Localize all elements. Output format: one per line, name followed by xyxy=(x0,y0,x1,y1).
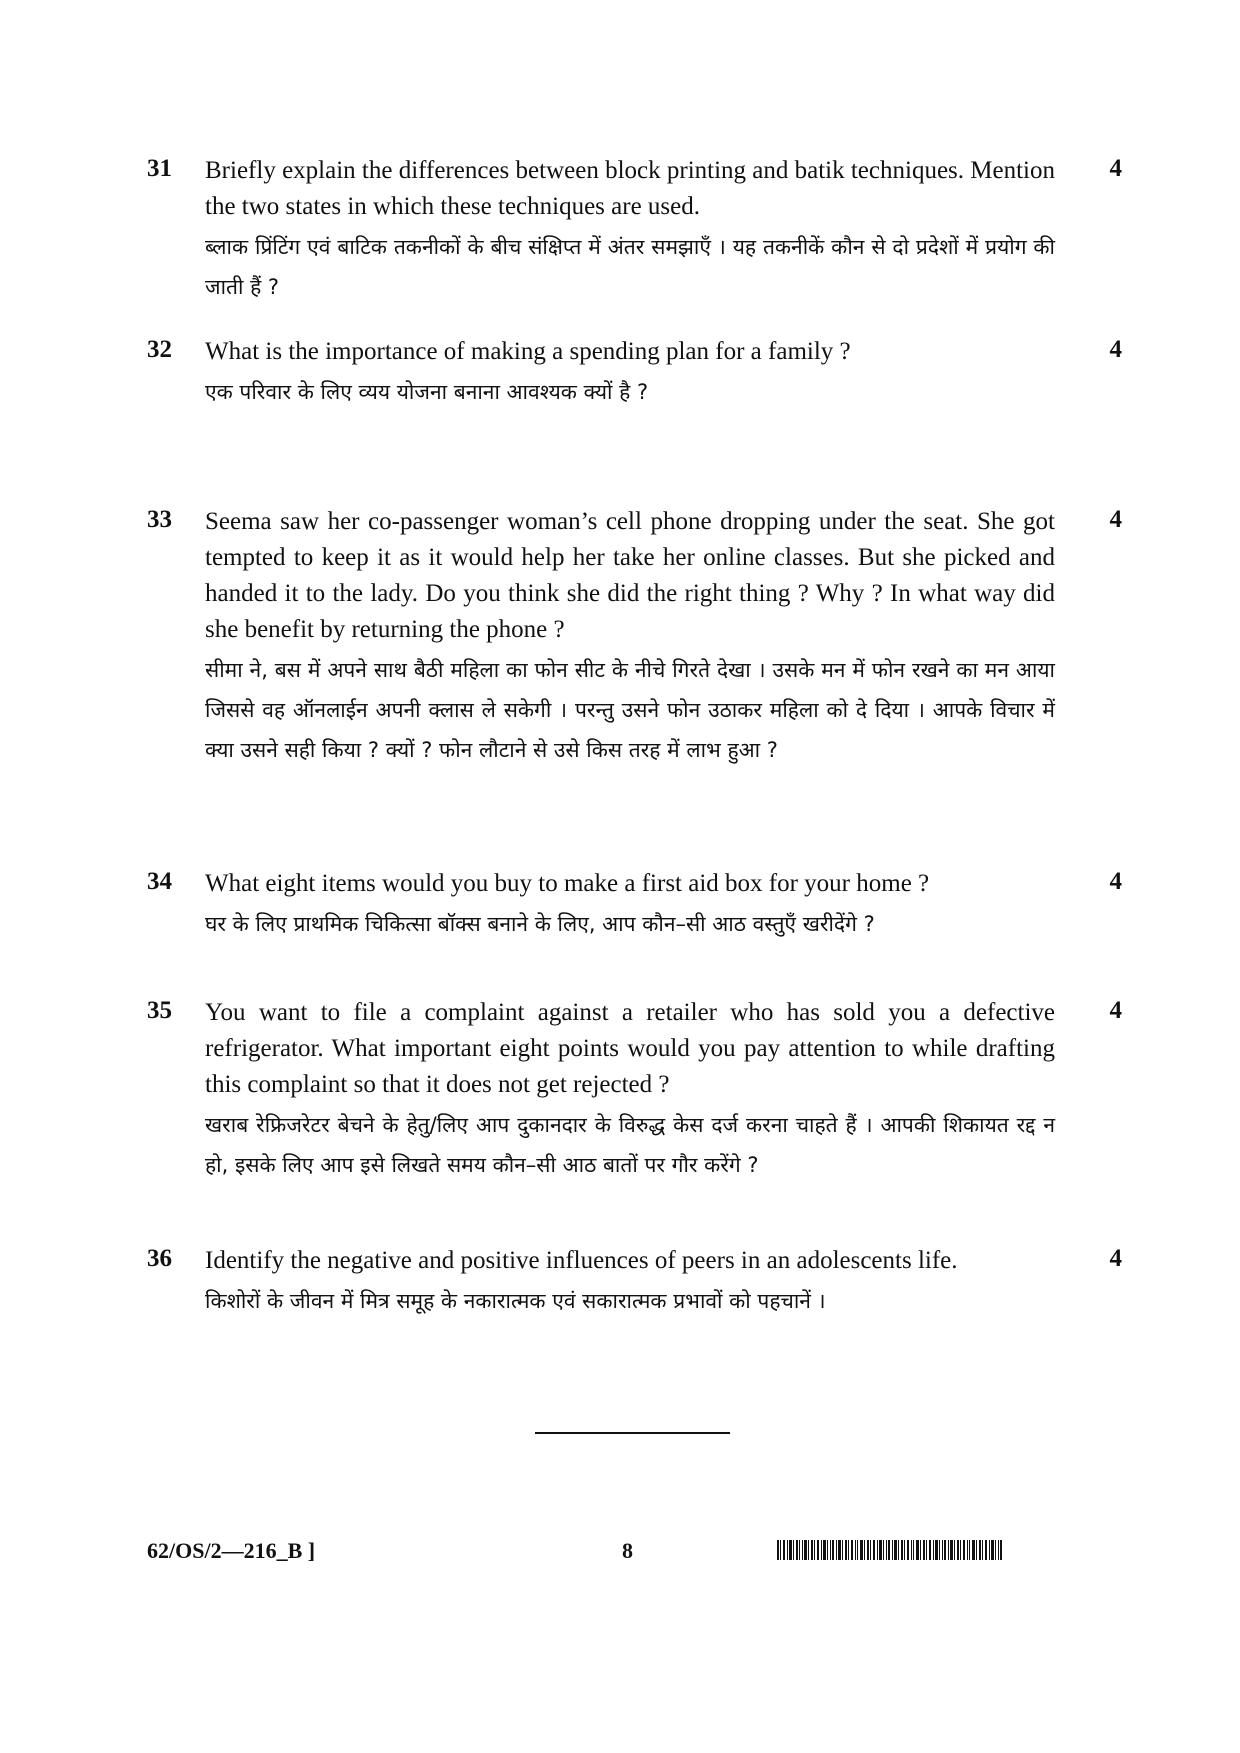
question-marks: 4 xyxy=(1109,336,1122,363)
question-31 xyxy=(147,153,1122,299)
question-text-hindi: घर के लिए प्राथमिक चिकित्सा बॉक्स बनाने के लिए, आप कौन–सी आठ वस्तुएँ खरीदेंगे ? xyxy=(205,912,875,936)
question-body xyxy=(205,995,1055,1185)
question-number: 31 xyxy=(147,155,172,182)
question-text-english: Briefly explain the differences between block printing and batik techniques. Mention the two states in which these techniques are used. xyxy=(205,157,1055,220)
question-marks: 4 xyxy=(1109,1245,1122,1272)
page-number: 8 xyxy=(622,1538,633,1563)
question-text-english: What eight items would you buy to make a first aid box for your home ? xyxy=(205,870,930,897)
question-text-hindi: एक परिवार के लिए व्यय योजना बनाना आवश्यक क्यों है ? xyxy=(205,380,649,404)
question-number: 34 xyxy=(147,868,172,895)
question-text-english: You want to file a complaint against a retailer who has sold you a defective refrigerator. What important eight points would you pay attention to while drafting this complaint so that it does not get rejected ? xyxy=(205,999,1055,1098)
question-text-english: What is the importance of making a spending plan for a family ? xyxy=(205,338,851,365)
barcode-icon xyxy=(777,1540,1002,1560)
question-marks: 4 xyxy=(1109,506,1122,533)
page-footer xyxy=(147,1538,1002,1568)
paper-code: 62/OS/2—216_B ] xyxy=(147,1538,316,1563)
question-text-english: Identify the negative and positive influences of peers in an adolescents life. xyxy=(205,1247,958,1274)
question-34 xyxy=(147,866,1122,946)
question-marks: 4 xyxy=(1109,155,1122,182)
question-number: 36 xyxy=(147,1245,172,1272)
question-36 xyxy=(147,1243,1122,1323)
end-of-paper-rule xyxy=(535,1432,730,1434)
question-marks: 4 xyxy=(1109,997,1122,1024)
question-body xyxy=(205,866,1055,944)
question-body xyxy=(205,504,1055,770)
question-body xyxy=(205,334,1055,412)
question-text-hindi: सीमा ने, बस में अपने साथ बैठी महिला का फोन सीट के नीचे गिरते देखा । उसके मन में फोन रखने का मन आया जिससे वह ऑनलाईन अपनी क्लास ले सकेगी । परन्तु उसने फोन उठाकर महिला को दे दिया । आपके विचार में क्या उसने सही किया ? क्यों ? फोन लौटाने से उसे किस तरह में लाभ हुआ ? xyxy=(205,658,1055,762)
question-33 xyxy=(147,504,1122,794)
question-text-english: Seema saw her co-passenger woman’s cell phone dropping under the seat. She got tempted to keep it as it would help her take her online classes. But she picked and handed it to the lady. Do you think she did the right thing ? Why ? In what way did she benefit by returning the phone ? xyxy=(205,508,1055,643)
question-text-hindi: खराब रेफ्रिजरेटर बेचने के हेतु/लिए आप दुकानदार के विरुद्ध केस दर्ज करना चाहते हैं । आपकी शिकायत रद्द न हो, इसके लिए आप इसे लिखते समय कौन–सी आठ बातों पर गौर करेंगे ? xyxy=(205,1113,1055,1177)
question-text-hindi: किशोरों के जीवन में मित्र समूह के नकारात्मक एवं सकारात्मक प्रभावों को पहचानें । xyxy=(205,1289,826,1313)
question-35 xyxy=(147,995,1122,1195)
question-text-hindi: ब्लाक प्रिंटिंग एवं बाटिक तकनीकों के बीच संक्षिप्त में अंतर समझाएँ । यह तकनीकें कौन से दो प्रदेशों में प्रयोग की जाती हैं ? xyxy=(205,235,1055,299)
question-body xyxy=(205,1243,1055,1321)
question-body xyxy=(205,153,1055,307)
question-marks: 4 xyxy=(1109,868,1122,895)
question-32 xyxy=(147,334,1122,414)
question-number: 35 xyxy=(147,997,172,1024)
question-number: 32 xyxy=(147,336,172,363)
question-number: 33 xyxy=(147,506,172,533)
